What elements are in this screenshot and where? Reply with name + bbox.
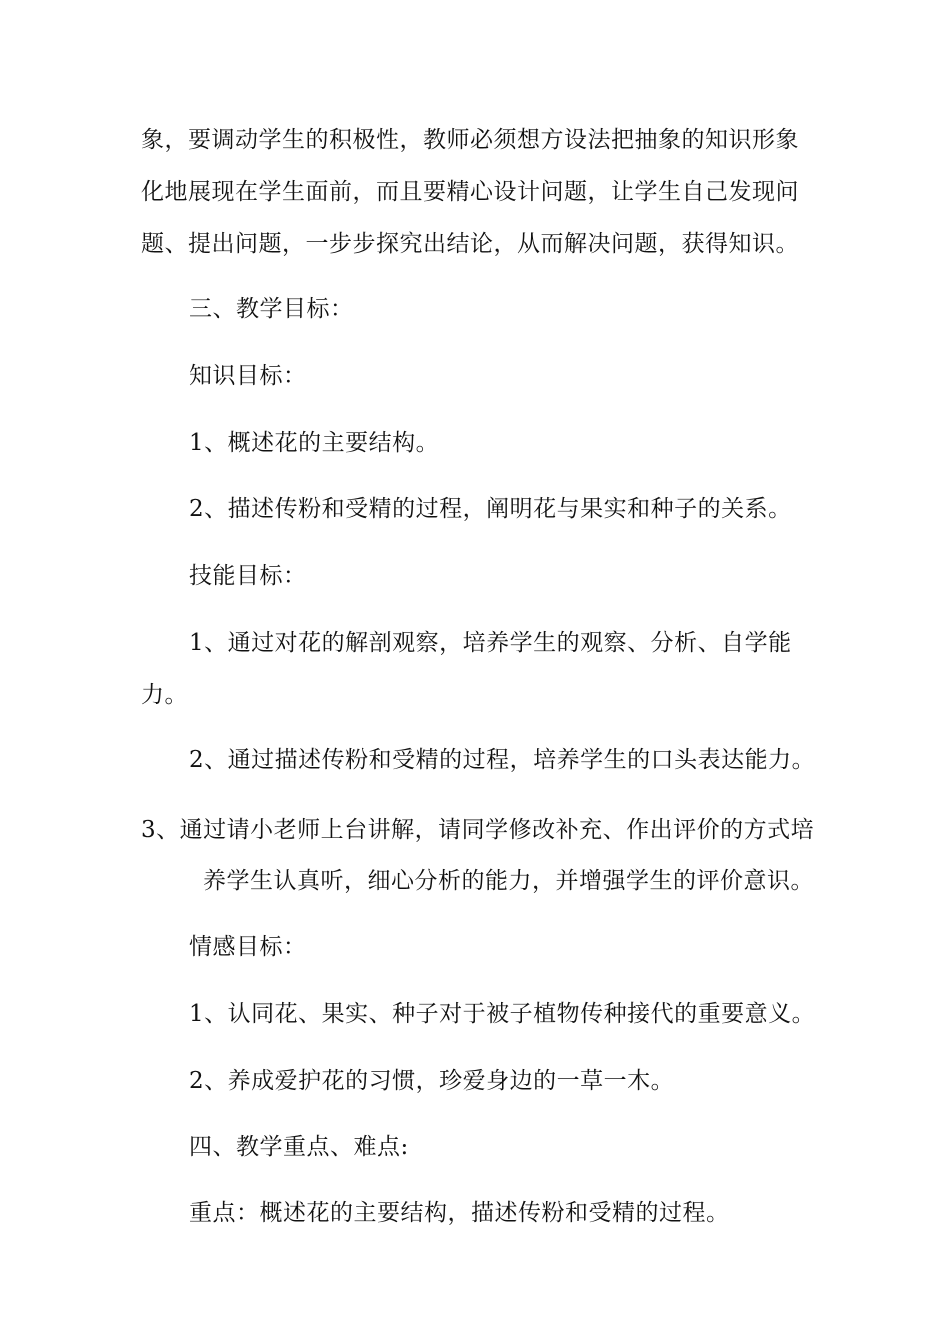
skill-goal-item-3-line-1: 3、通过请小老师上台讲解，请同学修改补充、作出评价的方式培	[141, 817, 815, 843]
key-point-text: 重点：概述花的主要结构，描述传粉和受精的过程。	[189, 1200, 730, 1226]
emotion-goal-item-2: 2、养成爱护花的习惯，珍爱身边的一草一木。	[189, 1068, 675, 1094]
section-heading-key-difficult-points: 四、教学重点、难点:	[189, 1134, 409, 1160]
paragraph-intro-line-1: 象，要调动学生的积极性，教师必须想方设法把抽象的知识形象	[141, 127, 799, 153]
section-heading-teaching-goals: 三、教学目标：	[189, 296, 354, 322]
subheading-skill-goals: 技能目标：	[189, 563, 307, 589]
skill-goal-item-1-line-1: 1、通过对花的解剖观察，培养学生的观察、分析、自学能	[189, 630, 792, 656]
emotion-goal-item-1: 1、认同花、果实、种子对于被子植物传种接代的重要意义。	[189, 1001, 816, 1027]
subheading-knowledge-goals: 知识目标：	[189, 363, 307, 389]
skill-goal-item-1-line-2: 力。	[141, 682, 188, 708]
paragraph-intro-line-2: 化地展现在学生面前，而且要精心设计问题，让学生自己发现问	[141, 179, 799, 205]
subheading-emotion-goals: 情感目标：	[189, 934, 307, 960]
skill-goal-item-3-line-2: 养学生认真听，细心分析的能力，并增强学生的评价意识。	[203, 868, 814, 894]
paragraph-intro-line-3: 题、提出问题，一步步探究出结论，从而解决问题，获得知识。	[141, 231, 799, 257]
knowledge-goal-item-1: 1、概述花的主要结构。	[189, 430, 440, 456]
knowledge-goal-item-2: 2、描述传粉和受精的过程，阐明花与果实和种子的关系。	[189, 496, 792, 522]
skill-goal-item-2: 2、通过描述传粉和受精的过程，培养学生的口头表达能力。	[189, 747, 816, 773]
